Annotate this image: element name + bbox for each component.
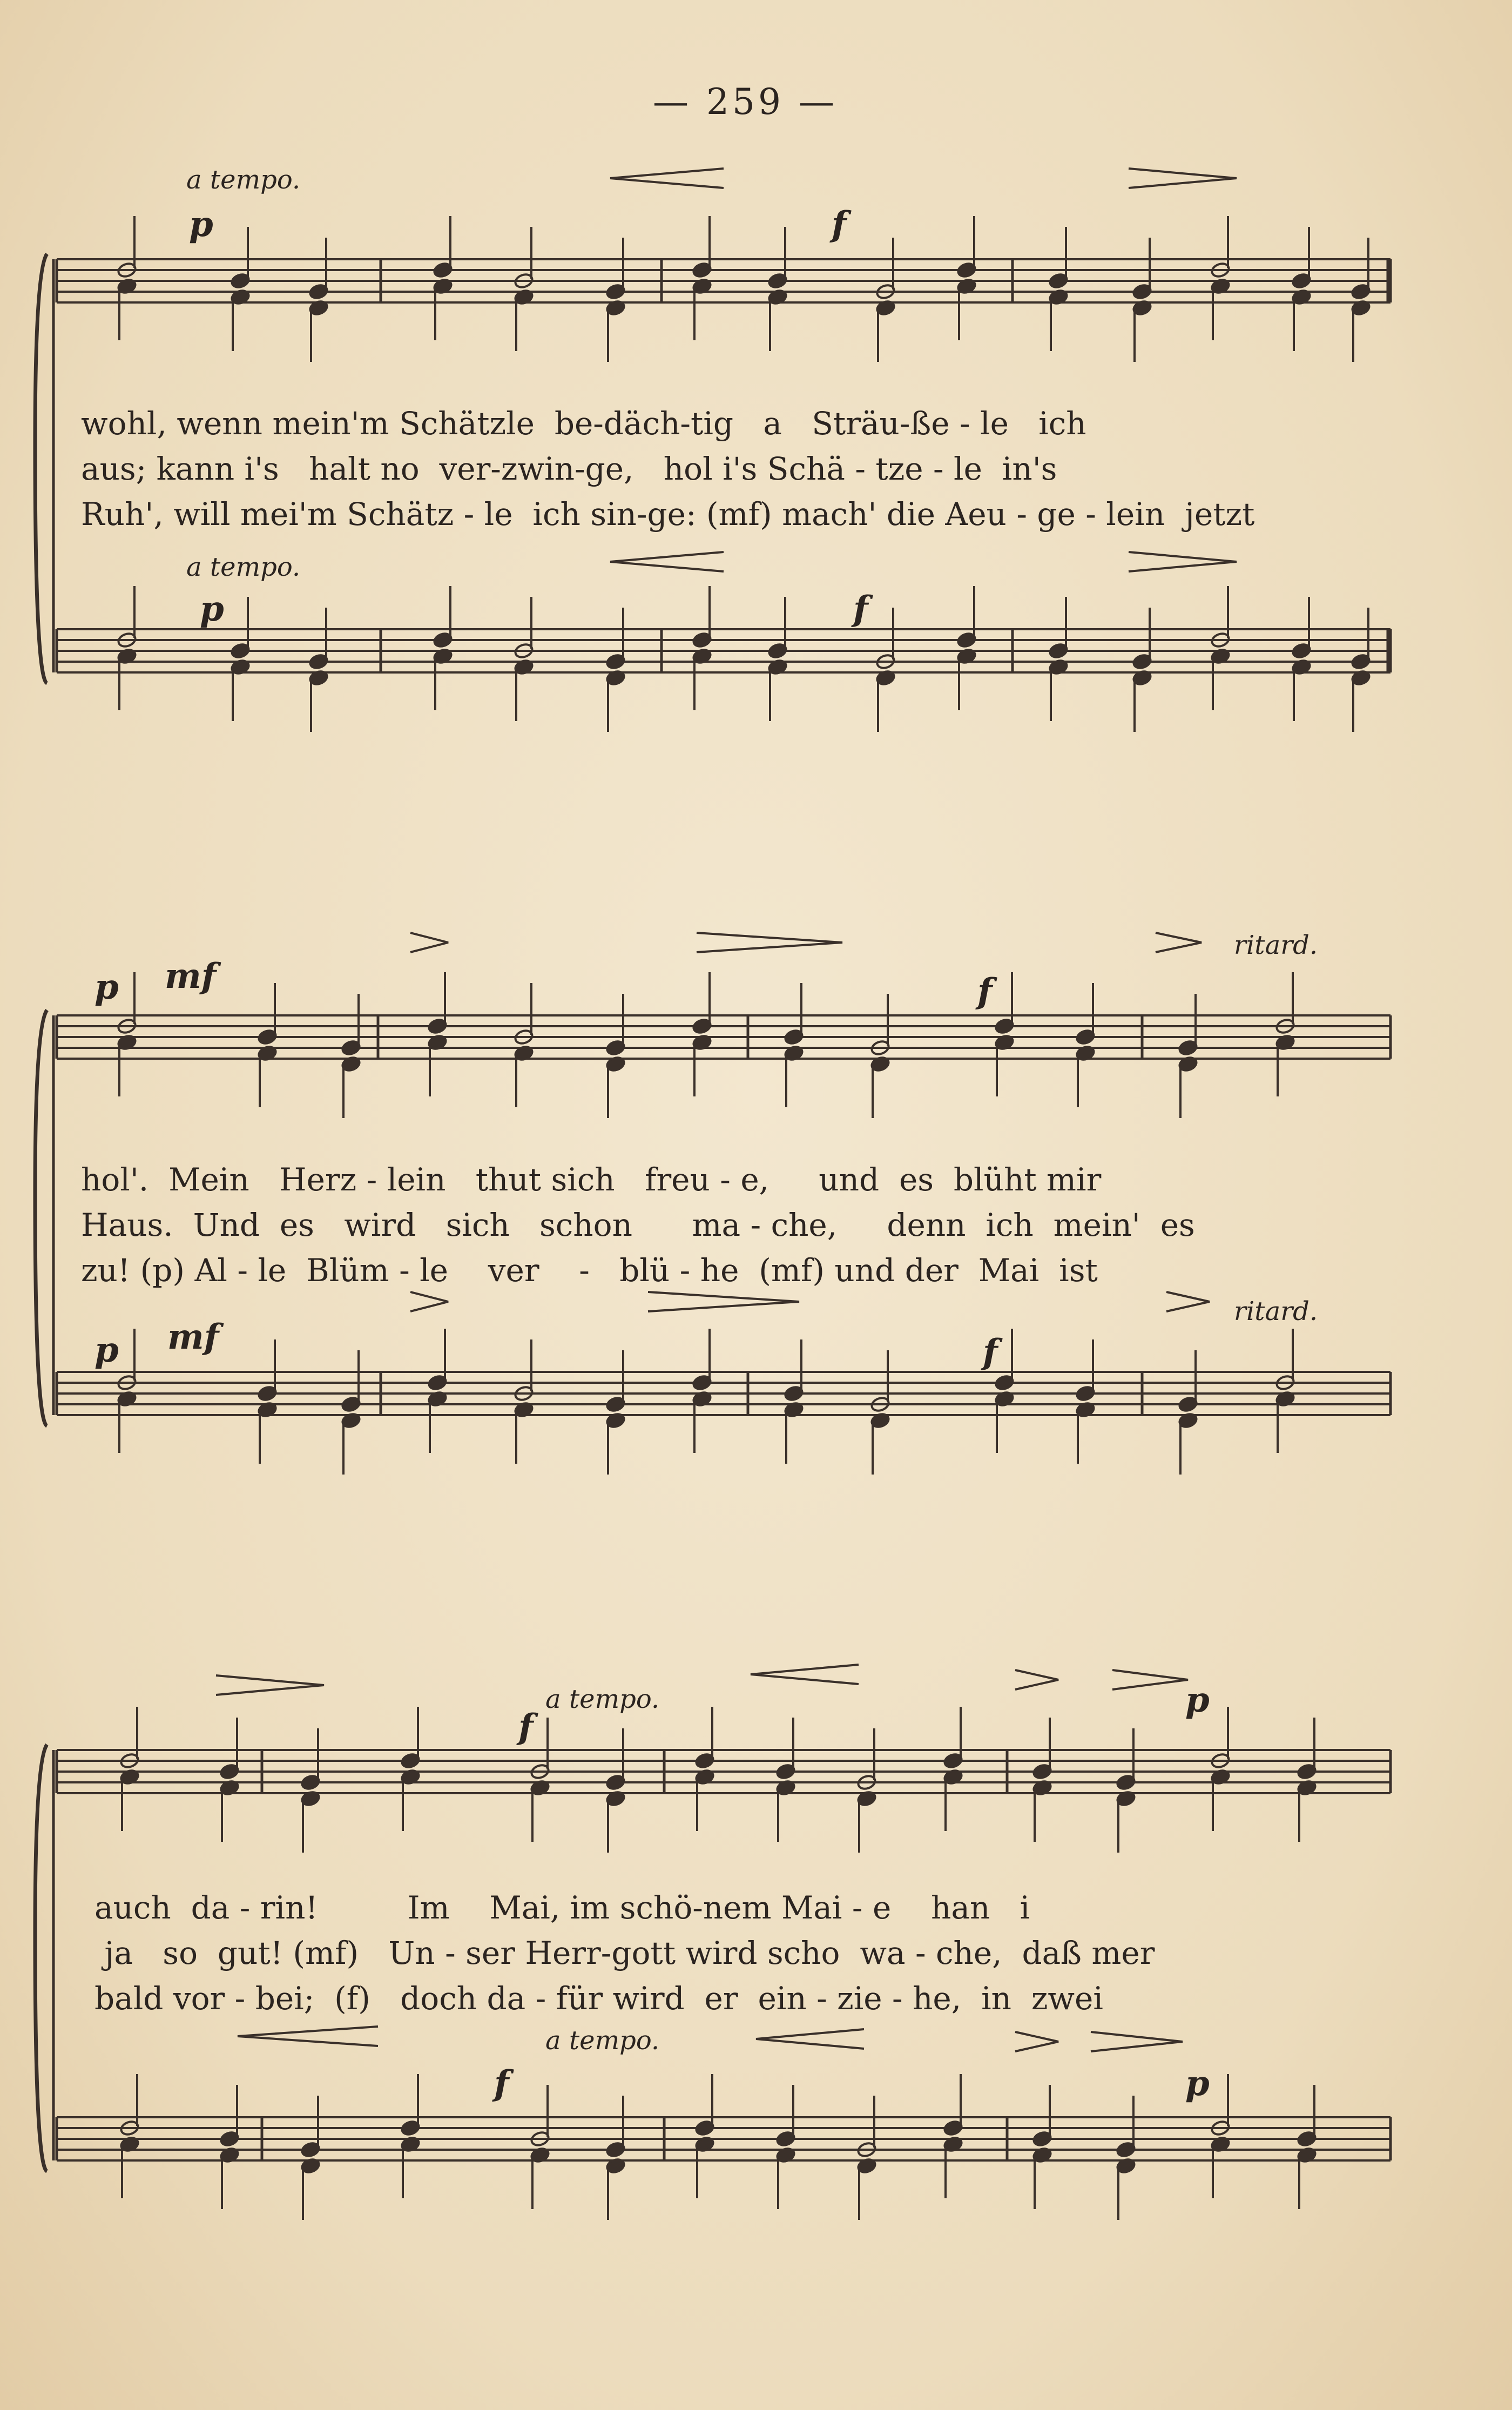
lyrics-verse-2: Haus. Und es wird sich schon ma - che, denn ich mein' es xyxy=(81,1207,1195,1243)
dynamic-marking: f xyxy=(853,589,868,629)
hairpin xyxy=(1015,1670,1058,1689)
page-number: — 259 — xyxy=(653,81,838,123)
dynamic-marking: p xyxy=(200,589,224,629)
lyrics-verse-1: hol'. Mein Herz - lein thut sich freu - e, und es blüht mir xyxy=(81,1161,1102,1198)
hairpin xyxy=(1091,2032,1183,2051)
dynamic-marking: mf xyxy=(167,1317,219,1357)
hairpin xyxy=(1166,1292,1210,1311)
lyrics-verse-2: ja so gut! (mf) Un - ser Herr-gott wird scho wa - che, daß mer xyxy=(94,1935,1155,1971)
hairpin xyxy=(610,169,724,188)
dynamic-marking: f xyxy=(494,2063,509,2104)
dynamic-marking: p xyxy=(1185,1680,1210,1720)
hairpin xyxy=(1129,552,1237,571)
hairpin xyxy=(648,1292,799,1311)
hairpin xyxy=(756,2029,864,2049)
tempo-marking: a tempo. xyxy=(186,552,301,582)
lyrics-verse-3: bald vor - bei; (f) doch da - für wird er ein - zie - he, in zwei xyxy=(94,1980,1103,2017)
hairpin xyxy=(751,1665,859,1684)
dynamic-marking: p xyxy=(1185,2063,1210,2104)
lyrics-verse-3: Ruh', will mei'm Schätz - le ich sin-ge: (mf) mach' die Aeu - ge - lein jetzt xyxy=(81,496,1255,533)
dynamic-marking: p xyxy=(94,967,119,1007)
tempo-marking: a tempo. xyxy=(186,165,301,195)
lyrics-verse-1: auch da - rin! Im Mai, im schö-nem Mai - e han i xyxy=(94,1889,1030,1926)
hairpin xyxy=(238,2027,378,2046)
dynamic-marking: p xyxy=(189,204,213,245)
tempo-marking: a tempo. xyxy=(545,1684,660,1714)
hairpin xyxy=(410,933,448,952)
hairpin xyxy=(1015,2032,1058,2051)
system-brace xyxy=(35,254,47,683)
dynamic-marking: mf xyxy=(165,956,217,997)
ritardando-marking: ritard. xyxy=(1234,930,1318,960)
dynamic-marking: f xyxy=(832,204,847,245)
ritardando-marking: ritard. xyxy=(1234,1296,1318,1327)
lyrics-verse-1: wohl, wenn mein'm Schätzle be-däch-tig a Sträu-ße - le ich xyxy=(81,405,1086,442)
lyrics-verse-2: aus; kann i's halt no ver-zwin-ge, hol i's Schä - tze - le in's xyxy=(81,450,1057,487)
hairpin xyxy=(1129,169,1237,188)
dynamic-marking: f xyxy=(518,1707,534,1747)
hairpin xyxy=(410,1292,448,1311)
hairpin xyxy=(1112,1670,1188,1689)
hairpin xyxy=(1156,933,1202,952)
hairpin xyxy=(697,933,842,952)
lyrics-verse-3: zu! (p) Al - le Blüm - le ver - blü - he (mf) und der Mai ist xyxy=(81,1252,1098,1289)
system-brace xyxy=(35,1745,47,2171)
tempo-marking: a tempo. xyxy=(545,2025,660,2056)
dynamic-marking: f xyxy=(983,1332,998,1372)
hairpin xyxy=(610,552,724,571)
dynamic-marking: p xyxy=(94,1330,119,1370)
hairpin xyxy=(216,1675,324,1695)
system-brace xyxy=(35,1010,47,1426)
dynamic-marking: f xyxy=(977,971,993,1012)
